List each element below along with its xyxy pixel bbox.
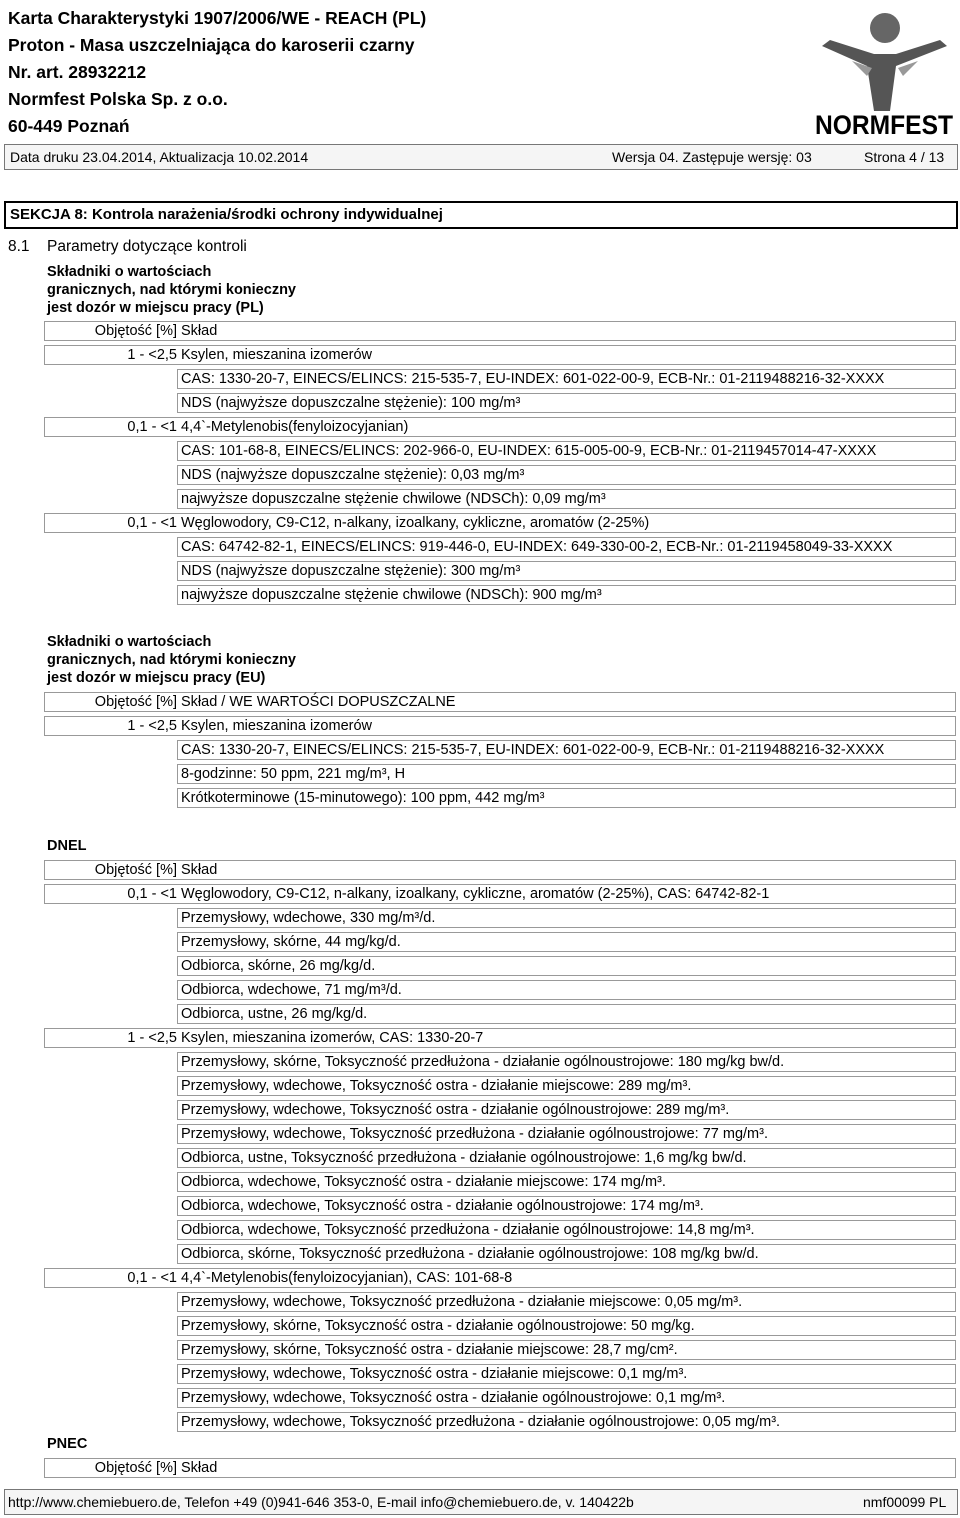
subsection-title: Parametry dotyczące kontroli xyxy=(47,238,247,255)
company-name: Normfest Polska Sp. z o.o. xyxy=(8,89,228,109)
column-header-volume: Objętość [%] xyxy=(94,694,177,710)
product-name: Proton - Masa uszczelniająca do karoserii czarny xyxy=(8,35,415,55)
page-number: Strona 4 / 13 xyxy=(864,149,945,165)
substance-name: 4,4`-Metylenobis(fenyloizocyjanian) xyxy=(181,419,409,435)
dnel-heading: DNEL xyxy=(47,838,87,854)
nds-value: NDS (najwyższe dopuszczalne stężenie): 100 mg/m³ xyxy=(181,395,521,411)
volume-value: 1 - <2,5 xyxy=(127,1030,177,1046)
eu-heading-line3: jest dozór w miejscu pracy (EU) xyxy=(47,670,266,686)
volume-value: 0,1 - <1 xyxy=(127,1270,177,1286)
section-8-header xyxy=(4,201,958,229)
normfest-logo xyxy=(812,6,955,138)
substance-name: Ksylen, mieszanina izomerów xyxy=(181,347,372,363)
cas-info: CAS: 1330-20-7, EINECS/ELINCS: 215-535-7, EU-INDEX: 601-022-00-9, ECB-Nr.: 01-2119488216-32-XXXX xyxy=(181,742,885,758)
dnel-value: Przemysłowy, skórne, Toksyczność ostra - działanie ogólnoustrojowe: 50 mg/kg. xyxy=(181,1318,695,1334)
volume-value: 1 - <2,5 xyxy=(127,718,177,734)
cas-info: CAS: 64742-82-1, EINECS/ELINCS: 919-446-0, EU-INDEX: 649-330-00-2, ECB-Nr.: 01-2119458049-33-XXXX xyxy=(181,539,893,555)
volume-value: 0,1 - <1 xyxy=(127,886,177,902)
eu-heading-line2: granicznych, nad którymi konieczny xyxy=(47,652,296,668)
cas-info: CAS: 1330-20-7, EINECS/ELINCS: 215-535-7, EU-INDEX: 601-022-00-9, ECB-Nr.: 01-2119488216-32-XXXX xyxy=(181,371,885,387)
ndsch-value: najwyższe dopuszczalne stężenie chwilowe (NDSCh): 0,09 mg/m³ xyxy=(181,491,606,507)
dnel-value: Odbiorca, ustne, Toksyczność przedłużona - działanie ogólnoustrojowe: 1,6 mg/kg bw/d. xyxy=(181,1150,747,1166)
volume-value: 0,1 - <1 xyxy=(127,515,177,531)
footer-contact: http://www.chemiebuero.de, Telefon +49 (0)941-646 353-0, E-mail info@chemiebuero.de, v. 140422b xyxy=(8,1494,634,1510)
dnel-value: Przemysłowy, skórne, 44 mg/kg/d. xyxy=(181,934,401,950)
eu-heading-line1: Składniki o wartościach xyxy=(47,634,212,650)
dnel-value: Odbiorca, ustne, 26 mg/kg/d. xyxy=(181,1006,368,1022)
substance-name: Ksylen, mieszanina izomerów xyxy=(181,718,372,734)
pl-heading-line1: Składniki o wartościach xyxy=(47,264,212,280)
dnel-value: Odbiorca, wdechowe, Toksyczność ostra - działanie miejscowe: 174 mg/m³. xyxy=(181,1174,666,1190)
volume-value: 0,1 - <1 xyxy=(127,419,177,435)
dnel-value: Przemysłowy, wdechowe, Toksyczność przedłużona - działanie miejscowe: 0,05 mg/m³. xyxy=(181,1294,743,1310)
dnel-value: Przemysłowy, skórne, Toksyczność przedłużona - działanie ogólnoustrojowe: 180 mg/kg bw/d. xyxy=(181,1054,785,1070)
column-header-composition: Skład xyxy=(181,862,218,878)
print-info-bar xyxy=(4,144,958,170)
footer-code: nmf00099 PL xyxy=(863,1494,947,1510)
dnel-value: Odbiorca, wdechowe, Toksyczność ostra - działanie ogólnoustrojowe: 174 mg/m³. xyxy=(181,1198,704,1214)
dnel-value: Odbiorca, wdechowe, 71 mg/m³/d. xyxy=(181,982,402,998)
dnel-value: Przemysłowy, wdechowe, Toksyczność przedłużona - działanie ogólnoustrojowe: 0,05 mg/m³. xyxy=(181,1414,781,1430)
dnel-value: Przemysłowy, wdechowe, 330 mg/m³/d. xyxy=(181,910,436,926)
column-header-composition: Skład xyxy=(181,323,218,339)
dnel-value: Odbiorca, skórne, 26 mg/kg/d. xyxy=(181,958,376,974)
normfest-logo-icon xyxy=(812,6,955,138)
print-date: Data druku 23.04.2014, Aktualizacja 10.02.2014 xyxy=(10,149,309,165)
dnel-value: Przemysłowy, skórne, Toksyczność ostra - działanie miejscowe: 28,7 mg/cm². xyxy=(181,1342,678,1358)
document-title: Karta Charakterystyki 1907/2006/WE - REACH (PL) xyxy=(8,8,427,28)
column-header-volume: Objętość [%] xyxy=(94,323,177,339)
dnel-value: Przemysłowy, wdechowe, Toksyczność przedłużona - działanie ogólnoustrojowe: 77 mg/m³. xyxy=(181,1126,768,1142)
pl-heading-line3: jest dozór w miejscu pracy (PL) xyxy=(47,300,264,316)
footer-bar xyxy=(4,1489,958,1515)
column-header-volume: Objętość [%] xyxy=(94,1460,177,1476)
limit-15min: Krótkoterminowe (15-minutowego): 100 ppm, 442 mg/m³ xyxy=(181,790,545,806)
article-number: Nr. art. 28932212 xyxy=(8,62,147,82)
dnel-value: Przemysłowy, wdechowe, Toksyczność ostra - działanie ogólnoustrojowe: 0,1 mg/m³. xyxy=(181,1390,726,1406)
nds-value: NDS (najwyższe dopuszczalne stężenie): 0,03 mg/m³ xyxy=(181,467,525,483)
volume-value: 1 - <2,5 xyxy=(127,347,177,363)
pnec-heading: PNEC xyxy=(47,1436,88,1452)
dnel-value: Odbiorca, skórne, Toksyczność przedłużona - działanie ogólnoustrojowe: 108 mg/kg bw/d. xyxy=(181,1246,759,1262)
company-city: 60-449 Poznań xyxy=(8,116,130,136)
substance-name: Węglowodory, C9-C12, n-alkany, izoalkany, cykliczne, aromatów (2-25%) xyxy=(181,515,650,531)
dnel-value: Przemysłowy, wdechowe, Toksyczność ostra - działanie ogólnoustrojowe: 289 mg/m³. xyxy=(181,1102,730,1118)
svg-text:NORMFEST: NORMFEST xyxy=(815,110,954,138)
dnel-value: Przemysłowy, wdechowe, Toksyczność ostra - działanie miejscowe: 0,1 mg/m³. xyxy=(181,1366,688,1382)
dnel-value: Odbiorca, wdechowe, Toksyczność przedłużona - działanie ogólnoustrojowe: 14,8 mg/m³. xyxy=(181,1222,755,1238)
substance-name: 4,4`-Metylenobis(fenyloizocyjanian), CAS: 101-68-8 xyxy=(181,1270,513,1286)
version-info: Wersja 04. Zastępuje wersję: 03 xyxy=(612,149,812,165)
section-title: SEKCJA 8: Kontrola narażenia/środki ochrony indywidualnej xyxy=(10,206,443,223)
cas-info: CAS: 101-68-8, EINECS/ELINCS: 202-966-0, EU-INDEX: 615-005-00-9, ECB-Nr.: 01-2119457014-47-XXXX xyxy=(181,443,877,459)
column-header-volume: Objętość [%] xyxy=(94,862,177,878)
nds-value: NDS (najwyższe dopuszczalne stężenie): 300 mg/m³ xyxy=(181,563,521,579)
dnel-value: Przemysłowy, wdechowe, Toksyczność ostra - działanie miejscowe: 289 mg/m³. xyxy=(181,1078,692,1094)
ndsch-value: najwyższe dopuszczalne stężenie chwilowe (NDSCh): 900 mg/m³ xyxy=(181,587,602,603)
substance-name: Węglowodory, C9-C12, n-alkany, izoalkany, cykliczne, aromatów (2-25%), CAS: 64742-82-1 xyxy=(181,886,770,902)
pl-heading-line2: granicznych, nad którymi konieczny xyxy=(47,282,296,298)
column-header-composition: Skład / WE WARTOŚCI DOPUSZCZALNE xyxy=(181,694,456,710)
subsection-number: 8.1 xyxy=(8,238,30,255)
substance-name: Ksylen, mieszanina izomerów, CAS: 1330-20-7 xyxy=(181,1030,484,1046)
column-header-composition: Skład xyxy=(181,1460,218,1476)
limit-8h: 8-godzinne: 50 ppm, 221 mg/m³, H xyxy=(181,766,406,782)
